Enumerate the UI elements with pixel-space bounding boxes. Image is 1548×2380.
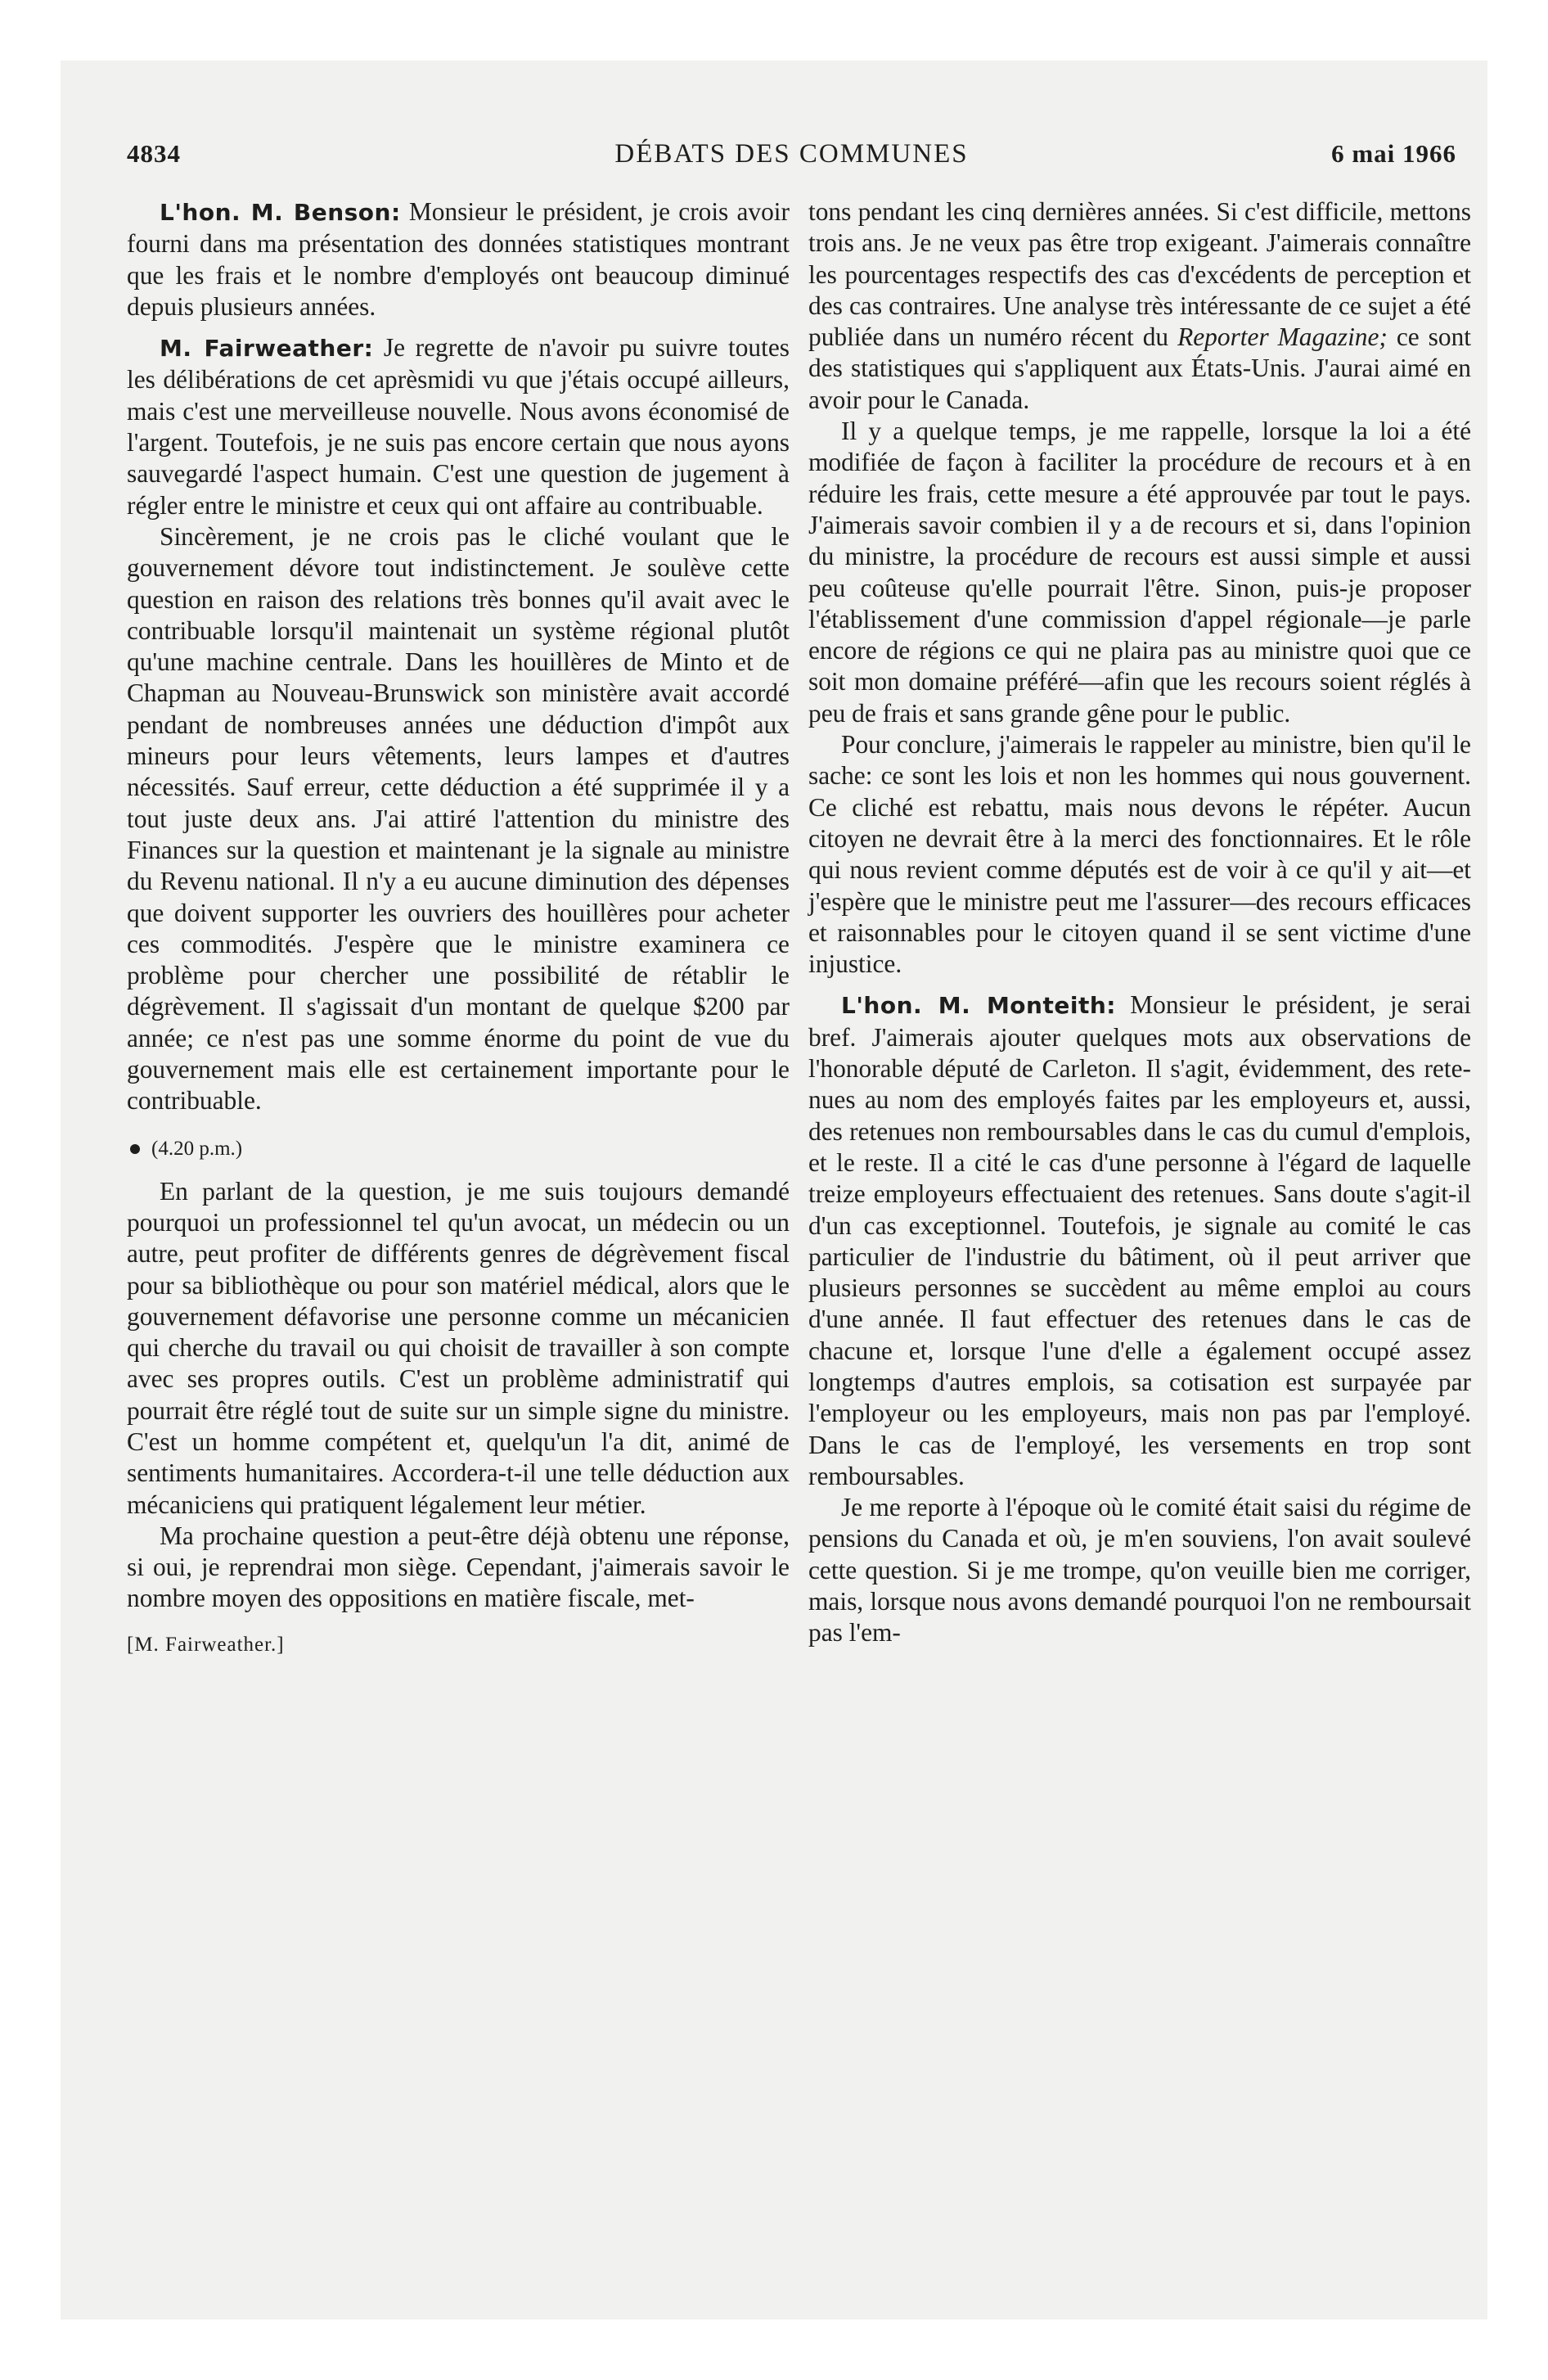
speaker-attribution: [M. Fairweather.] [127,1633,285,1656]
speech-text: ce sont des statistiques qui s'appliquent aux États-Unis. J'aurai aimé en avoir pour le Canada. [808,322,1472,414]
paragraph: Pour conclure, j'aimerais le rappeler au ministre, bien qu'il le sache: ce sont les lois et non les hommes qui nous gouvernent. Ce cliché est rebattu, mais nous devons le répéter. Aucun citoyen ne devrait être à la merci des fonctionnaires. Et le rôle qui nous revient comme députés est de voir à ce qu'il y ait—et j'espère que le ministre peut me l'assurer—des recours efficaces et raisonnables pour le citoyen quand il se sent victime d'une injustice. [808,730,1471,979]
paragraph: Je me reporte à l'époque où le comité était saisi du régime de pensions du Canada et où, je m'en souviens, l'on avait soulevé cette question. Si je me trompe, qu'on veuille bien me corriger, mais, lorsque nous avons demandé pourquoi l'on ne remboursait pas l'em- [808,1493,1471,1648]
right-column [808,196,1471,1649]
paragraph: Ma prochaine question a peut-être déjà obtenu une réponse, si oui, je reprendrai mon siège. Cependant, j'aimerais savoir le nombre moyen des oppositions en matière fiscale, met- [127,1521,790,1613]
speech-text: Je regrette de n'avoir pu suivre toutes les délibérations de cet aprèsmidi vu que j'étais occupé ailleurs, mais c'est une merveilleuse nouvelle. Nous avons économisé de l'argent. Toutefois, je ne suis pas encore certain que nous ayons sauvegardé l'aspect humain. C'est une question de jugement à régler entre le ministre et ceux qui ont affaire au contribuable. [127,333,790,520]
speaker-name: L'hon. M. Monteith: [841,992,1116,1020]
paragraph: Il y a quelque temps, je me rappelle, lorsque la loi a été modifiée de façon à faciliter la procédure de recours et à en réduire les frais, cette mesure a été approuvée par tout le pays. J'aimerais savoir combien il y a de recours et si, dans l'opinion du ministre, la procédure de recours est aussi simple et aussi peu coûteuse qu'elle pourrait l'être. Sinon, puis-je proposer l'établissement d'une commission d'appel régionale—je parle encore de régions ce qui ne plaira pas au ministre quoi que ce soit mon domaine préféré—afin que les recours soient réglés à peu de frais et sans grande gêne pour le public. [808,417,1471,728]
paragraph: Sincèrement, je ne crois pas le cliché voulant que le gouvernement dévore tout indistinctement. Je soulève cette question en raison des relations très bonnes qu'il avait avec le contribuable lorsqu'il maintenait un système régional plutôt qu'une machine centrale. Dans les houillères de Minto et de Chapman au Nouveau-Brunswick son ministère avait accordé pendant de nombreuses années une déduction d'impôt aux mineurs pour leurs vêtements, leurs lampes et d'autres nécessités. Sauf erreur, cette déduction a été supprimée il y a tout juste deux ans. J'ai attiré l'attention du ministre des Finances sur la question et maintenant je la signale au ministre du Revenu national. Il n'y a eu aucune diminution des dépenses que doivent supporter les ouvriers des houillères pour acheter ces commodités. J'espère que le ministre examinera ce problème pour chercher une possibilité de rétablir le dégrèvement. Il s'agissait d'un montant de quelque $200 par année; ce n'est pas une somme énorme du point de vue du gouvernement mais elle est certainement importante pour le contribuable. [127,521,790,1116]
page-header [127,139,1456,180]
bullet-icon [130,1144,140,1154]
speech-text: Monsieur le président, je serai bref. J'aimerais ajouter quelques mots aux observations de l'honorable député de Carleton. Il s'agit, évidemment, des retenues au nom des employés faites par les employeurs et, aussi, des retenues non remboursables dans le cas du cumul d'emplois, et le reste. Il a cité le cas d'une personne à l'égard de laquelle treize employeurs effectuaient des retenues. Sans doute s'agit-il d'un cas exceptionnel. Toutefois, je signale au comité le cas particulier de l'industrie du bâtiment, où il peut arriver que plusieurs personnes se succèdent au même emploi au cours d'une année. Il faut effectuer des retenues dans le cas de chacune et, lorsque l'une d'elle a également occupé assez longtemps d'autres emplois, sa cotisation est surpayée par l'employeur ou les employeurs, mais non pas par l'employé. Dans le cas de l'employé, les versements en trop sont remboursables. [808,990,1471,1490]
left-column [127,196,790,1661]
speaker-name: M. Fairweather: [160,335,374,363]
publication-title: Reporter Magazine; [1177,322,1388,352]
speaker-name: L'hon. M. Benson: [160,199,401,226]
running-title: DÉBATS DES COMMUNES [614,139,969,169]
paragraph-benson [127,196,790,322]
speech-text: Monsieur le président, je crois avoir fourni dans ma présentation des données statistiques montrant que les frais et le nombre d'employés ont beaucoup diminué depuis plusieurs années. [127,197,790,321]
paragraph-continued [808,196,1471,416]
paragraph-fairweather [127,332,790,521]
paragraph: En parlant de la question, je me suis toujours demandé pourquoi un professionnel tel qu'un avocat, un médecin ou un autre, peut profiter de différents genres de dégrèvement fiscal pour sa bibliothèque ou pour son matériel médical, alors que le gouvernement défavorise une personne comme un mécanicien qui cherche du travail ou qui choisit de travailler à son compte avec ses propres outils. C'est un problème administratif qui pourrait être réglé tout de suite sur un simple signe du ministre. C'est un homme compétent et, quelqu'un l'a dit, animé de sentiments humanitaires. Accordera-t-il une telle déduction aux mécaniciens qui pratiquent légalement leur métier. [127,1176,790,1519]
paragraph-monteith [808,989,1471,1492]
speech-text: tons pendant les cinq dernières années. Si c'est difficile, mettons trois ans. Je ne veux pas être trop exigeant. J'aimerais connaître les pourcentages respectifs des cas d'excédents de perception et des cas contraires. Une analyse très intéressante de ce sujet a été publiée dans un numéro récent du [808,197,1471,352]
timestamp [127,1134,790,1165]
page-date: 6 mai 1966 [1331,139,1456,168]
timestamp-text: (4.20 p.m.) [151,1137,243,1160]
page-number: 4834 [127,139,181,168]
